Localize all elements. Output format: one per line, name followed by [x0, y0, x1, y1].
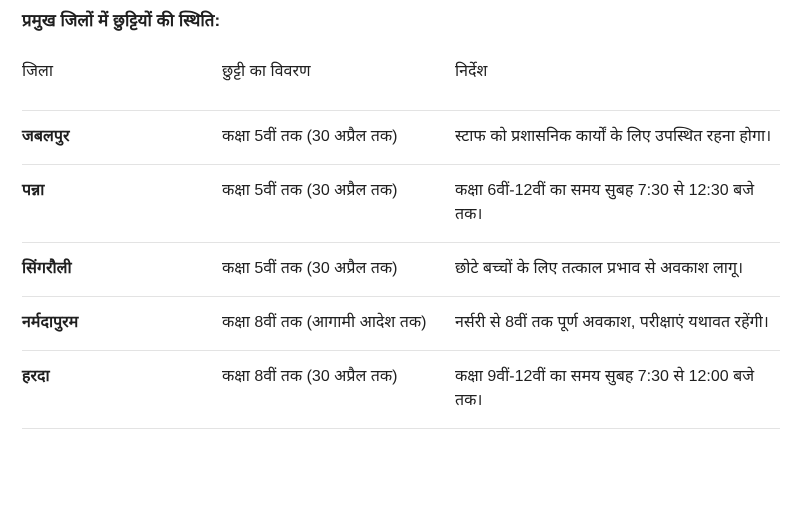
table-row-jabalpur — [22, 111, 780, 165]
instructions-text: कक्षा 9वीं-12वीं का समय सुबह 7:30 से 12:00 बजे तक। — [455, 368, 755, 409]
district-name: हरदा — [22, 368, 50, 385]
table-row-panna — [22, 165, 780, 243]
district-name: नर्मदापुरम — [22, 314, 79, 331]
table-row-narmadapuram — [22, 297, 780, 351]
table-header-row — [22, 60, 780, 111]
instructions-text: कक्षा 6वीं-12वीं का समय सुबह 7:30 से 12:30 बजे तक। — [455, 182, 755, 223]
holiday-details: कक्षा 5वीं तक (30 अप्रैल तक) — [222, 182, 398, 199]
instructions-text: नर्सरी से 8वीं तक पूर्ण अवकाश, परीक्षाएं यथावत रहेंगी। — [455, 314, 769, 331]
holiday-details: कक्षा 5वीं तक (30 अप्रैल तक) — [222, 128, 398, 145]
instructions-text: छोटे बच्चों के लिए तत्काल प्रभाव से अवकाश लागू। — [455, 260, 744, 277]
holiday-details: कक्षा 8वीं तक (आगामी आदेश तक) — [222, 314, 427, 331]
holiday-details: कक्षा 8वीं तक (30 अप्रैल तक) — [222, 368, 398, 385]
holiday-details: कक्षा 5वीं तक (30 अप्रैल तक) — [222, 260, 398, 277]
header-district: जिला — [22, 63, 54, 80]
table-row-harda — [22, 351, 780, 429]
table-row-singrauli — [22, 243, 780, 297]
page-title: प्रमुख जिलों में छुट्टियों की स्थिति: — [22, 11, 221, 30]
instructions-text: स्टाफ को प्रशासनिक कार्यों के लिए उपस्थित रहना होगा। — [455, 128, 772, 145]
header-holiday-details: छुट्टी का विवरण — [222, 63, 311, 80]
district-name: पन्ना — [22, 182, 45, 199]
district-name: जबलपुर — [22, 128, 70, 145]
holiday-status-table — [22, 60, 780, 429]
district-name: सिंगरौली — [22, 260, 72, 277]
header-instructions: निर्देश — [455, 63, 488, 80]
